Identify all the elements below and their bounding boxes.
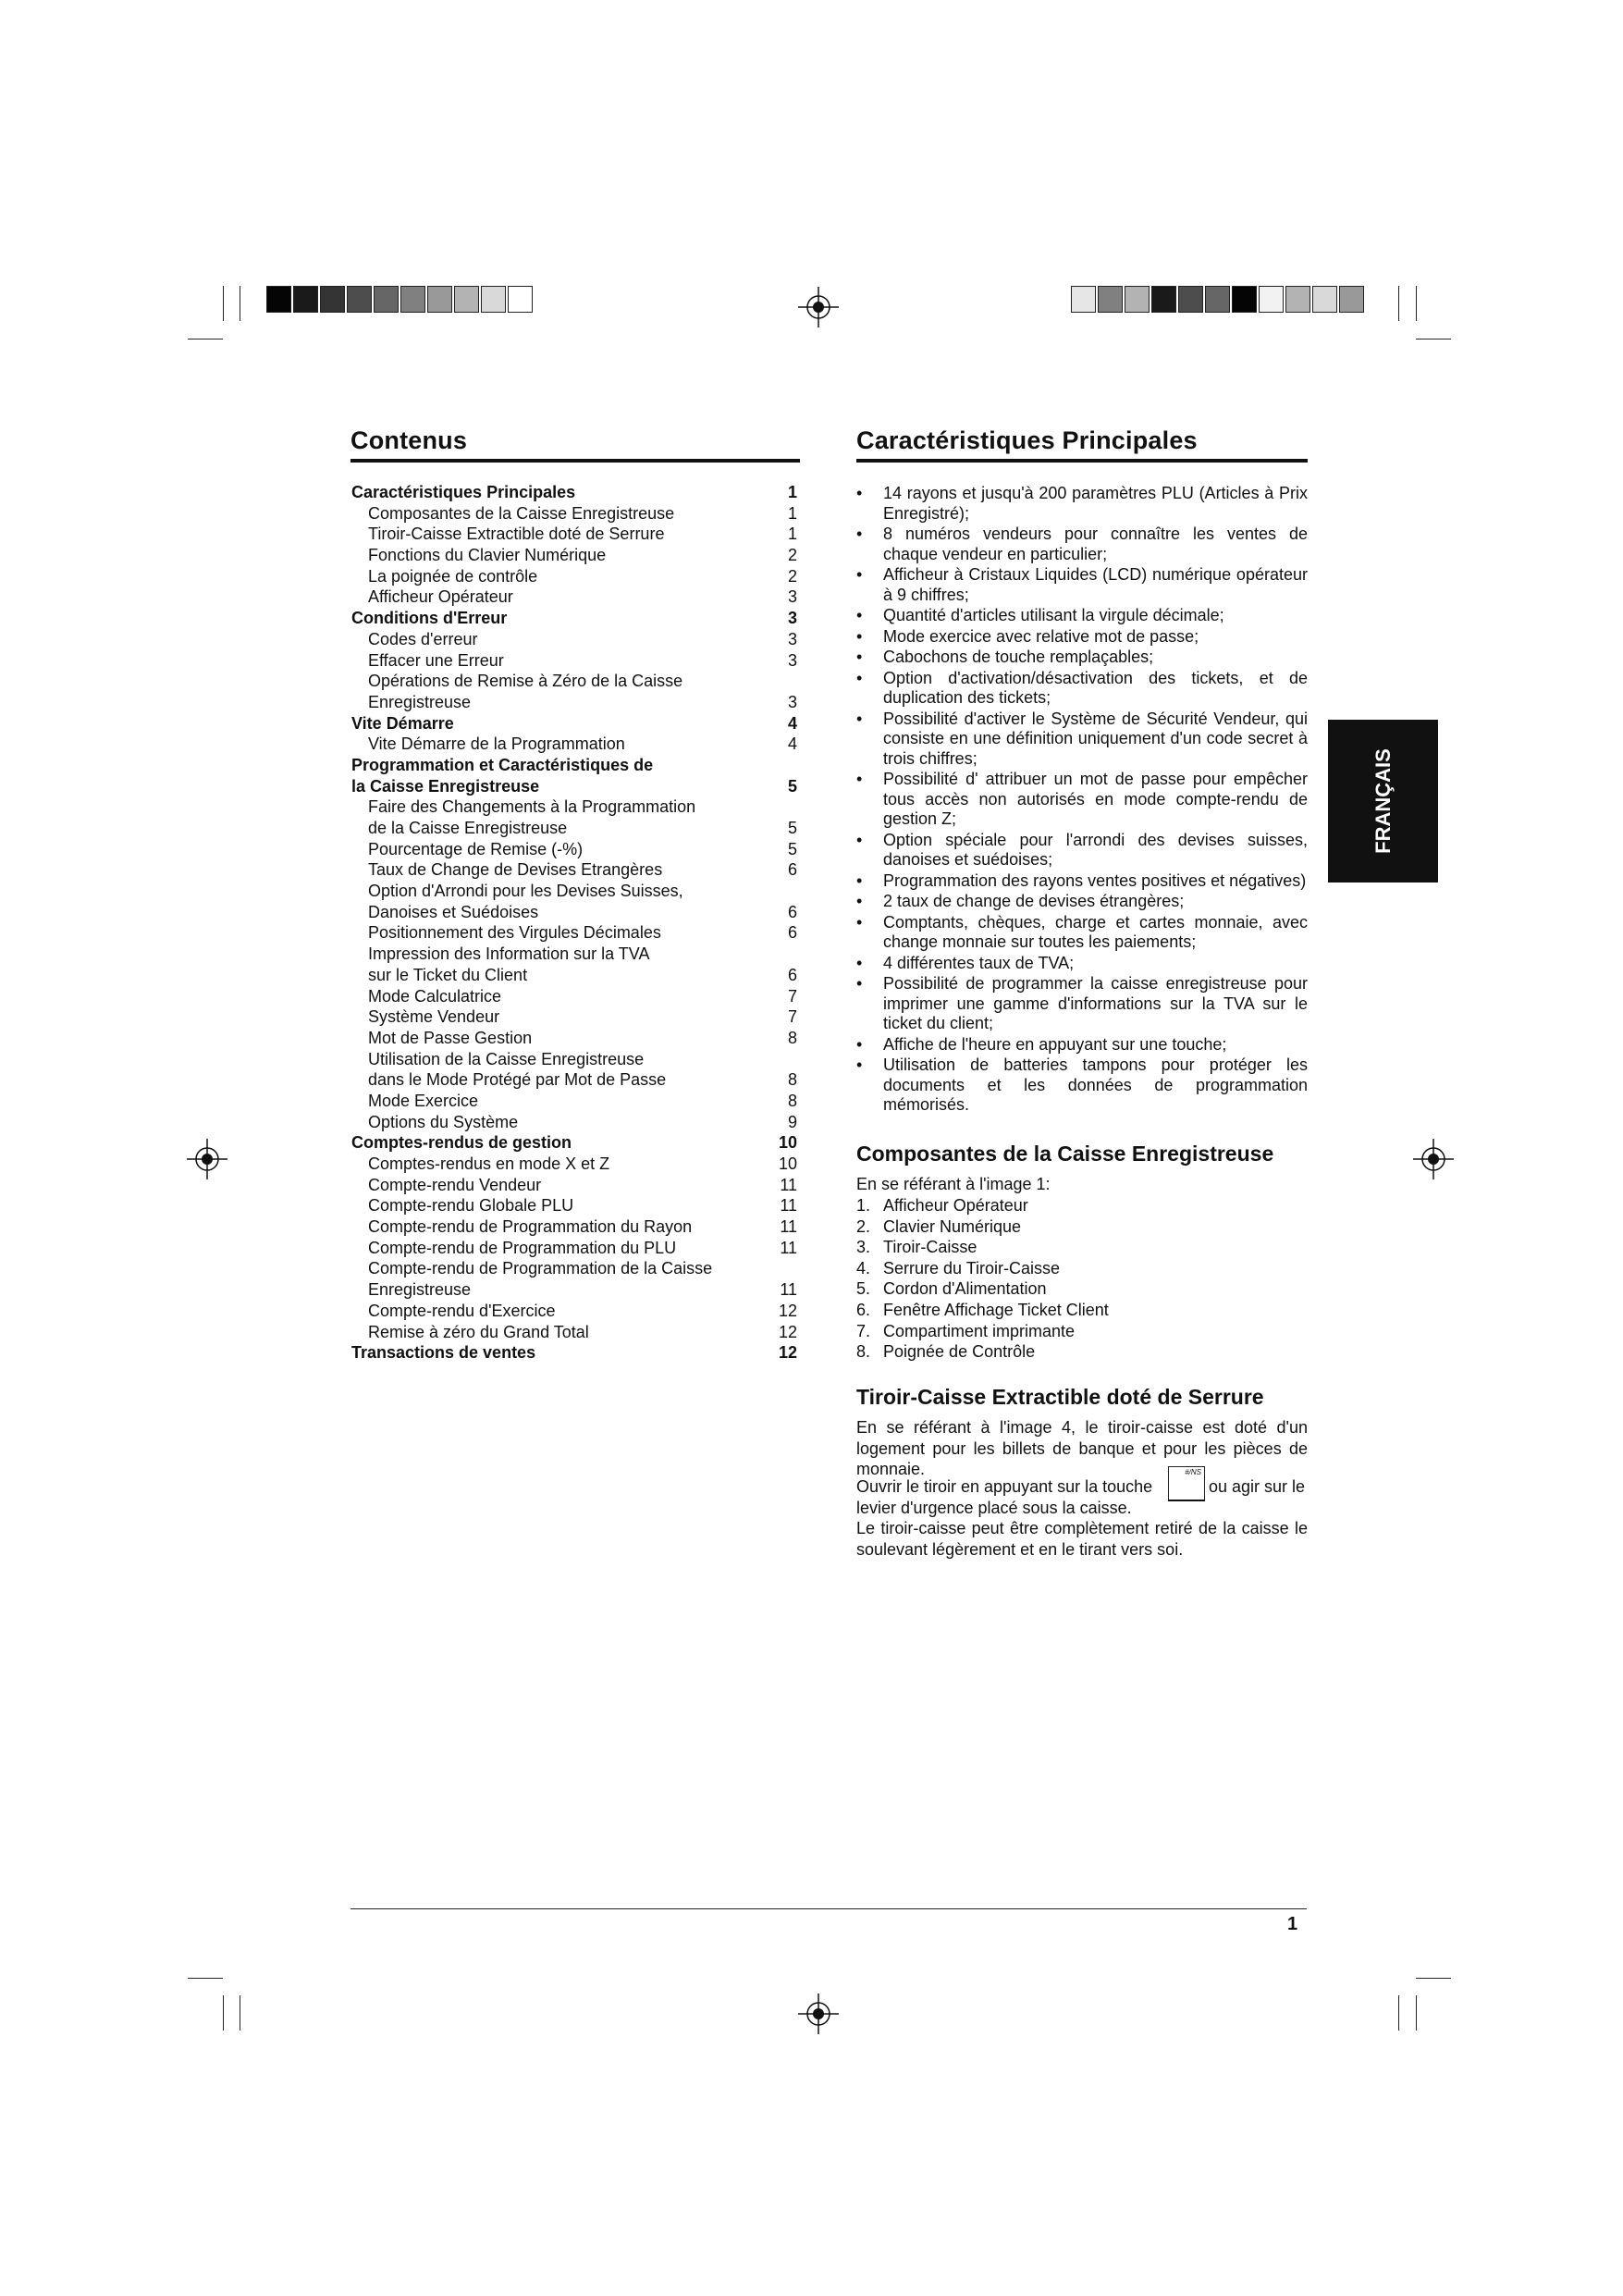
crop-mark <box>223 286 224 321</box>
toc-entry-title: Composantes de la Caisse Enregistreuse <box>368 503 675 523</box>
crop-mark <box>1398 1995 1399 2031</box>
toc-entry <box>351 1091 797 1112</box>
toc-entry-page: 11 <box>780 1280 797 1300</box>
crop-mark <box>1416 1978 1451 1979</box>
feature-item <box>856 954 1308 974</box>
bullet-icon: • <box>856 830 863 849</box>
bullet-icon: • <box>856 953 863 972</box>
registration-mark-icon <box>798 1994 839 2034</box>
bullet-icon: • <box>856 565 863 584</box>
feature-item <box>856 484 1308 524</box>
component-item <box>856 1321 1109 1342</box>
feature-text: Possibilité de programmer la caisse enregistreuse pour imprimer une gamme d'informations sur la TVA sur le ticket du client; <box>883 974 1308 1032</box>
color-swatch <box>1178 286 1203 313</box>
toc-entry-title: Compte-rendu de Programmation de la Caisse <box>368 1259 713 1278</box>
color-bar-right <box>1071 286 1366 315</box>
color-swatch <box>400 286 425 313</box>
toc-entry-page: 9 <box>787 1112 797 1131</box>
feature-item <box>856 974 1308 1034</box>
feature-item <box>856 525 1308 564</box>
feature-item <box>856 627 1308 648</box>
component-number: 1. <box>856 1196 871 1215</box>
toc-entry-title: Afficheur Opérateur <box>368 587 513 607</box>
language-tab-label: FRANÇAIS <box>1371 748 1395 854</box>
bullet-icon: • <box>856 525 863 543</box>
color-swatch <box>1098 286 1123 313</box>
toc-entry-page: 12 <box>778 1343 797 1363</box>
toc-entry-page: 7 <box>787 986 797 1006</box>
component-label: Tiroir-Caisse <box>883 1238 977 1257</box>
toc-entry-page: 12 <box>778 1301 797 1320</box>
bullet-icon: • <box>856 870 863 890</box>
feature-item <box>856 831 1308 870</box>
toc-entry-title: sur le Ticket du Client <box>368 965 528 984</box>
toc-entry-title: Compte-rendu Vendeur <box>368 1175 542 1194</box>
toc-entry <box>351 1154 797 1175</box>
bullet-icon: • <box>856 606 863 624</box>
bullet-icon: • <box>856 484 863 502</box>
key-label: #/NS <box>1185 1468 1201 1476</box>
contents-heading: Contenus <box>350 426 468 454</box>
toc-entry-title: Compte-rendu de Programmation du Rayon <box>368 1217 693 1237</box>
toc-entry-page: 11 <box>780 1175 797 1194</box>
feature-item <box>856 669 1308 709</box>
components-intro: En se référant à l'image 1: <box>856 1175 1051 1193</box>
toc-entry <box>351 503 797 525</box>
toc-entry-title: Remise à zéro du Grand Total <box>368 1322 589 1341</box>
toc-entry-page: 7 <box>787 1007 797 1027</box>
toc-entry-page: 1 <box>787 503 797 523</box>
toc-entry-title: Taux de Change de Devises Etrangères <box>368 860 663 880</box>
feature-item <box>856 710 1308 770</box>
no-sale-key-icon <box>1168 1466 1205 1501</box>
component-label: Poignée de Contrôle <box>883 1342 1036 1362</box>
component-number: 4. <box>856 1258 871 1278</box>
toc-entry <box>351 796 797 818</box>
toc-entry-page: 10 <box>778 1154 797 1173</box>
toc-entry <box>351 965 797 986</box>
toc-entry-title: Vite Démarre de la Programmation <box>368 734 625 754</box>
toc-entry-title: Système Vendeur <box>368 1007 500 1027</box>
toc-entry-title: Tiroir-Caisse Extractible doté de Serrure <box>368 525 665 544</box>
toc-entry <box>351 1006 797 1028</box>
feature-text: 4 différentes taux de TVA; <box>883 953 1075 972</box>
color-bar-left <box>266 286 535 315</box>
toc-entry <box>351 818 797 839</box>
toc-entry <box>351 1258 797 1279</box>
component-item <box>856 1195 1109 1216</box>
toc-entry-page: 5 <box>787 776 797 796</box>
toc-entry-title: de la Caisse Enregistreuse <box>368 819 568 837</box>
toc-entry-title: Opérations de Remise à Zéro de la Caisse <box>368 672 683 691</box>
component-number: 3. <box>856 1238 871 1257</box>
toc-entry <box>351 859 797 881</box>
feature-text: Affiche de l'heure en appuyant sur une touche; <box>883 1034 1227 1054</box>
color-swatch <box>1232 286 1257 313</box>
toc-entry-page: 5 <box>787 839 797 858</box>
feature-item <box>856 871 1308 892</box>
section-heading-drawer: Tiroir-Caisse Extractible doté de Serrure <box>856 1385 1264 1409</box>
color-swatch <box>1339 286 1364 313</box>
toc-entry-title: Option d'Arrondi pour les Devises Suisses, <box>368 882 683 901</box>
component-number: 8. <box>856 1342 871 1362</box>
color-swatch <box>454 286 479 313</box>
toc-entry-page: 1 <box>787 483 797 501</box>
bullet-icon: • <box>856 892 863 910</box>
toc-entry <box>351 692 797 713</box>
component-number: 2. <box>856 1216 871 1236</box>
toc-entry-title: Codes d'erreur <box>368 629 478 648</box>
feature-text: Option d'activation/désactivation des tickets, et de duplication des tickets; <box>883 668 1308 707</box>
toc-entry-page: 2 <box>787 546 797 565</box>
crop-mark <box>1416 1995 1417 2031</box>
toc-entry-title: Options du Système <box>368 1112 519 1131</box>
toc-entry-title: Utilisation de la Caisse Enregistreuse <box>368 1049 645 1068</box>
bullet-icon: • <box>856 648 863 666</box>
toc-entry-title: Compte-rendu d'Exercice <box>368 1301 556 1320</box>
drawer-paragraph-3: Le tiroir-caisse peut être complètement retiré de la caisse le soulevant légèrement et en le tirant vers soi. <box>856 1519 1308 1559</box>
toc-entry-title: Vite Démarre <box>351 713 454 733</box>
component-label: Compartiment imprimante <box>883 1321 1076 1340</box>
bullet-icon: • <box>856 668 863 687</box>
toc-entry-title: Positionnement des Virgules Décimales <box>368 923 661 943</box>
toc-entry <box>351 545 797 566</box>
toc-entry-page: 2 <box>787 566 797 586</box>
component-item <box>856 1341 1109 1363</box>
feature-item <box>856 892 1308 912</box>
toc-entry <box>351 776 797 797</box>
feature-item <box>856 913 1308 953</box>
crop-mark <box>223 1995 224 2031</box>
drawer-paragraph-2b: ou agir sur le <box>1209 1477 1306 1496</box>
toc-entry <box>351 524 797 545</box>
toc-entry <box>351 1069 797 1091</box>
component-label: Cordon d'Alimentation <box>883 1279 1047 1299</box>
toc-entry <box>351 839 797 860</box>
components-list <box>856 1195 1109 1363</box>
toc-entry-title: Pourcentage de Remise (-%) <box>368 839 584 858</box>
toc-entry-page: 4 <box>787 734 797 754</box>
color-swatch <box>347 286 372 313</box>
language-tab <box>1328 720 1438 883</box>
toc-entry <box>351 608 797 629</box>
component-item <box>856 1216 1109 1238</box>
toc-entry-page: 4 <box>787 713 797 733</box>
toc-entry-title: Fonctions du Clavier Numérique <box>368 546 607 565</box>
component-number: 7. <box>856 1321 871 1340</box>
section-heading-components: Composantes de la Caisse Enregistreuse <box>856 1142 1274 1166</box>
drawer-paragraph-2c: levier d'urgence placé sous la caisse. <box>856 1499 1132 1517</box>
toc-entry-page: 8 <box>787 1070 797 1090</box>
toc-entry <box>351 755 797 776</box>
toc-entry <box>351 650 797 672</box>
toc-entry-page: 6 <box>787 923 797 943</box>
toc-entry <box>351 1112 797 1133</box>
toc-entry <box>351 1301 797 1322</box>
feature-text: Quantité d'articles utilisant la virgule décimale; <box>883 606 1224 624</box>
toc-entry-title: Mode Calculatrice <box>368 986 502 1006</box>
feature-text: 2 taux de change de devises étrangères; <box>883 892 1185 910</box>
toc-entry-page: 3 <box>787 587 797 607</box>
component-label: Clavier Numérique <box>883 1216 1022 1236</box>
heading-rule <box>350 459 800 463</box>
toc-entry <box>351 944 797 965</box>
registration-mark-icon <box>1413 1139 1454 1179</box>
feature-text: Possibilité d'activer le Système de Sécurité Vendeur, qui consiste en une définition uniquement d'un code secret à trois chiffres; <box>883 709 1308 768</box>
component-label: Afficheur Opérateur <box>883 1196 1028 1215</box>
toc-entry-page: 1 <box>787 525 797 544</box>
component-item <box>856 1258 1109 1279</box>
toc-entry-title: Comptes-rendus en mode X et Z <box>368 1154 610 1173</box>
toc-entry-page: 8 <box>787 1028 797 1047</box>
toc-entry <box>351 1028 797 1049</box>
toc-entry-page: 11 <box>780 1217 797 1237</box>
toc-entry-title: dans le Mode Protégé par Mot de Passe <box>368 1070 667 1090</box>
toc-entry <box>351 586 797 608</box>
toc-entry <box>351 1342 797 1364</box>
toc-entry-title: Compte-rendu de Programmation du PLU <box>368 1238 677 1257</box>
feature-item <box>856 606 1308 626</box>
toc-entry <box>351 713 797 734</box>
bullet-icon: • <box>856 626 863 646</box>
toc-entry-title: la Caisse Enregistreuse <box>351 776 540 796</box>
feature-text: Afficheur à Cristaux Liquides (LCD) numérique opérateur à 9 chiffres; <box>883 565 1308 604</box>
color-swatch <box>481 286 506 313</box>
toc-entry-title: Impression des Information sur la TVA <box>368 944 650 964</box>
bullet-icon: • <box>856 1055 863 1074</box>
registration-mark-icon <box>798 287 839 327</box>
bullet-icon: • <box>856 1034 863 1054</box>
crop-mark <box>1416 286 1417 321</box>
feature-item <box>856 648 1308 668</box>
toc-entry-title: Mot de Passe Gestion <box>368 1028 533 1047</box>
feature-text: 8 numéros vendeurs pour connaître les ventes de chaque vendeur en particulier; <box>883 525 1308 563</box>
feature-text: Possibilité d' attribuer un mot de passe pour empêcher tous accès non autorisés en mode compte-rendu de gestion Z; <box>883 770 1308 828</box>
toc-entry <box>351 1132 797 1154</box>
table-of-contents <box>351 482 797 1364</box>
component-label: Serrure du Tiroir-Caisse <box>883 1258 1061 1278</box>
toc-entry <box>351 482 797 503</box>
component-number: 6. <box>856 1300 871 1319</box>
color-swatch <box>320 286 345 313</box>
color-swatch <box>427 286 452 313</box>
toc-entry <box>351 629 797 650</box>
toc-entry-page: 6 <box>787 860 797 880</box>
toc-entry-page: 6 <box>787 965 797 984</box>
feature-item <box>856 1035 1308 1055</box>
bullet-icon: • <box>856 912 863 932</box>
toc-entry <box>351 881 797 902</box>
toc-entry-page: 3 <box>787 629 797 648</box>
feature-item <box>856 1055 1308 1116</box>
toc-entry <box>351 671 797 692</box>
toc-entry <box>351 902 797 923</box>
color-swatch <box>374 286 399 313</box>
toc-entry <box>351 1216 797 1238</box>
toc-entry-title: Comptes-rendus de gestion <box>351 1133 572 1153</box>
color-swatch <box>1259 286 1284 313</box>
features-list <box>856 484 1308 1117</box>
feature-item <box>856 770 1308 830</box>
feature-text: 14 rayons et jusqu'à 200 paramètres PLU (Articles à Prix Enregistré); <box>883 484 1308 523</box>
toc-entry-title: Faire des Changements à la Programmation <box>368 797 696 817</box>
feature-text: Option spéciale pour l'arrondi des devises suisses, danoises et suédoises; <box>883 830 1308 869</box>
bullet-icon: • <box>856 709 863 728</box>
component-item <box>856 1278 1109 1300</box>
toc-entry-page: 8 <box>787 1091 797 1110</box>
feature-text: Mode exercice avec relative mot de passe; <box>883 626 1199 646</box>
toc-entry <box>351 566 797 587</box>
drawer-paragraph-1: En se référant à l'image 4, le tiroir-caisse est doté d'un logement pour les billets de banque et pour les pièces de monnaie. <box>856 1418 1308 1479</box>
toc-entry-title: Compte-rendu Globale PLU <box>368 1196 574 1216</box>
footer-rule <box>350 1908 1307 1909</box>
toc-entry-page: 11 <box>780 1238 797 1257</box>
color-swatch <box>293 286 318 313</box>
feature-text: Cabochons de touche remplaçables; <box>883 648 1154 666</box>
toc-entry-page: 5 <box>787 819 797 837</box>
feature-text: Programmation des rayons ventes positives et négatives) <box>883 870 1307 890</box>
toc-entry <box>351 1195 797 1216</box>
feature-text: Utilisation de batteries tampons pour protéger les documents et les données de programmation mémorisés. <box>883 1055 1308 1114</box>
toc-entry-title: Conditions d'Erreur <box>351 609 508 628</box>
toc-entry-title: Mode Exercice <box>368 1091 479 1110</box>
toc-entry-title: Enregistreuse <box>368 692 472 711</box>
drawer-paragraph-2a: Ouvrir le tiroir en appuyant sur la touche <box>856 1477 1153 1496</box>
toc-entry-title: Danoises et Suédoises <box>368 902 539 921</box>
color-swatch <box>1285 286 1310 313</box>
toc-entry-title: Transactions de ventes <box>351 1343 536 1363</box>
color-swatch <box>1312 286 1337 313</box>
toc-entry-title: Caractéristiques Principales <box>351 483 576 501</box>
color-swatch <box>508 286 533 313</box>
toc-entry-page: 11 <box>780 1196 797 1216</box>
toc-entry <box>351 1049 797 1070</box>
color-swatch <box>266 286 291 313</box>
page-number: 1 <box>1287 1914 1298 1934</box>
color-swatch <box>1125 286 1150 313</box>
toc-entry-title: Effacer une Erreur <box>368 650 504 670</box>
bullet-icon: • <box>856 770 863 788</box>
crop-mark <box>1398 286 1399 321</box>
toc-entry <box>351 922 797 944</box>
toc-entry-title: Programmation et Caractéristiques de <box>351 755 654 774</box>
feature-text: Comptants, chèques, charge et cartes monnaie, avec change monnaie sur toutes les paiements; <box>883 912 1308 951</box>
toc-entry-page: 3 <box>787 650 797 670</box>
toc-entry <box>351 1175 797 1196</box>
crop-mark <box>188 1978 223 1979</box>
toc-entry <box>351 986 797 1007</box>
component-item <box>856 1300 1109 1321</box>
toc-entry-page: 10 <box>778 1133 797 1153</box>
toc-entry-title: Enregistreuse <box>368 1280 472 1300</box>
registration-mark-icon <box>187 1139 227 1179</box>
component-item <box>856 1237 1109 1258</box>
toc-entry <box>351 734 797 755</box>
feature-item <box>856 565 1308 605</box>
toc-entry-page: 3 <box>787 609 797 628</box>
toc-entry-title: La poignée de contrôle <box>368 566 538 586</box>
features-heading: Caractéristiques Principales <box>856 426 1198 454</box>
toc-entry <box>351 1279 797 1301</box>
component-number: 5. <box>856 1279 871 1299</box>
toc-entry <box>351 1238 797 1259</box>
color-swatch <box>1151 286 1176 313</box>
component-label: Fenêtre Affichage Ticket Client <box>883 1300 1109 1319</box>
toc-entry-page: 3 <box>787 692 797 711</box>
color-swatch <box>1205 286 1230 313</box>
toc-entry <box>351 1322 797 1343</box>
color-swatch <box>1071 286 1096 313</box>
bullet-icon: • <box>856 974 863 993</box>
heading-rule <box>856 459 1308 463</box>
toc-entry-page: 12 <box>778 1322 797 1341</box>
toc-entry-page: 6 <box>787 902 797 921</box>
